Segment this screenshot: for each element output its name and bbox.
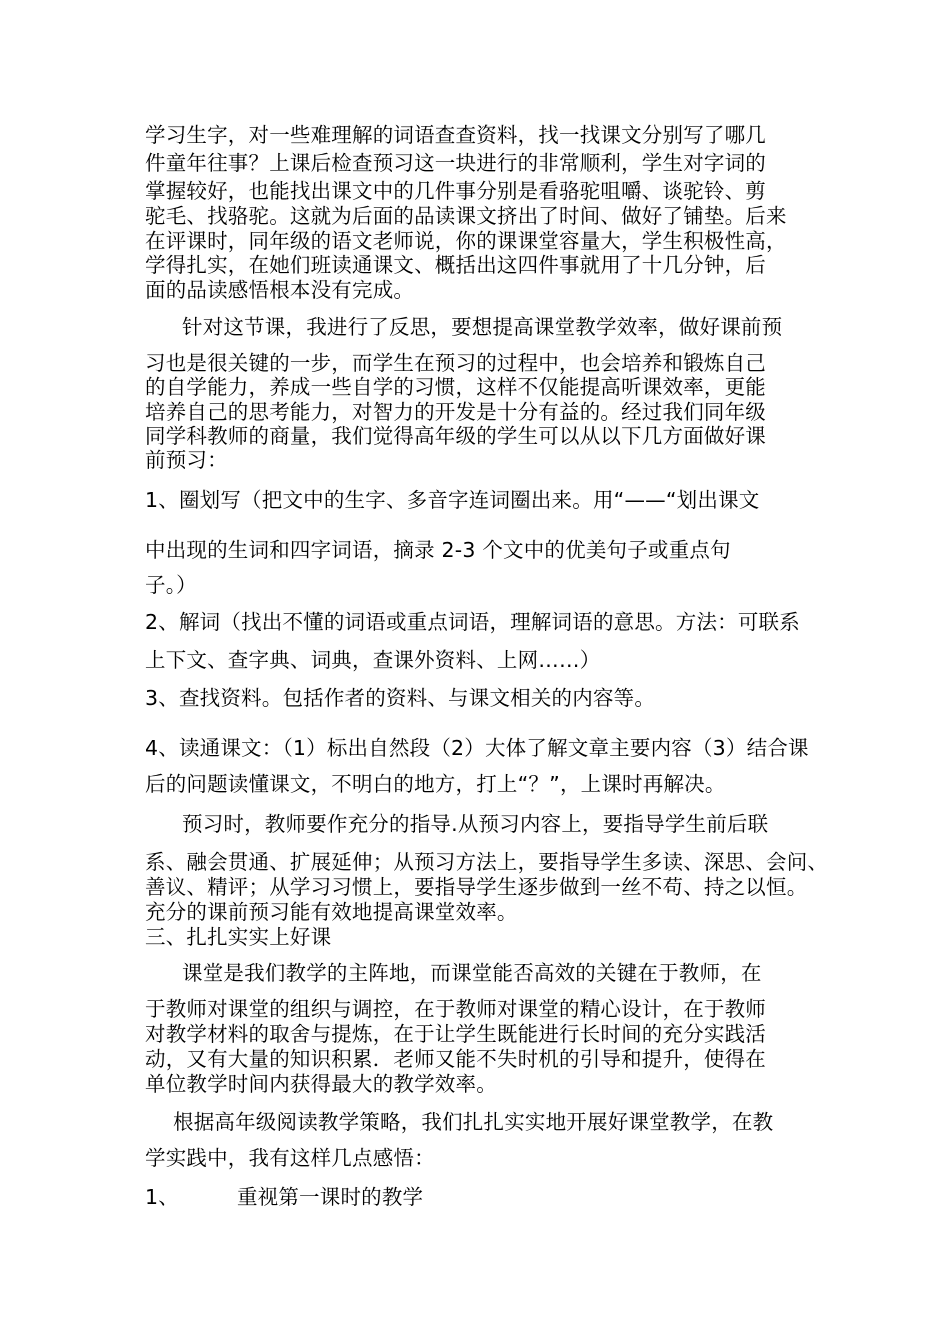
text-line: 根据高年级阅读教学策略，我们扎扎实实地开展好课堂教学，在教 bbox=[173, 1110, 774, 1134]
text-line: 习也是很关键的一步，而学生在预习的过程中，也会培养和锻炼自己 bbox=[145, 351, 766, 375]
text-line: 善议、精评；从学习习惯上，要指导学生逐步做到一丝不苟、持之以恒。 bbox=[145, 875, 808, 899]
sub-heading bbox=[145, 1184, 423, 1210]
text-line: 课堂是我们教学的主阵地，而课堂能否高效的关键在于教师，在 bbox=[182, 961, 762, 985]
text-line: 针对这节课，我进行了反思，要想提高课堂教学效率，做好课前预 bbox=[182, 315, 783, 339]
text-line: 面的品读感悟根本没有完成。 bbox=[145, 278, 415, 302]
text-line: 动，又有大量的知识积累．老师又能不失时机的引导和提升，使得在 bbox=[145, 1047, 766, 1071]
text-line: 充分的课前预习能有效地提高课堂效率。 bbox=[145, 900, 518, 924]
list-item: 上下文、查字典、词典，查课外资料、上网……） bbox=[145, 648, 601, 672]
text-line: 学习生字，对一些难理解的词语查查资料，找一找课文分别写了哪几 bbox=[145, 123, 766, 147]
text-line: 的自学能力，养成一些自学的习惯，这样不仅能提高听课效率，更能 bbox=[145, 375, 766, 399]
text-line: 预习时，教师要作充分的指导.从预习内容上，要指导学生前后联 bbox=[182, 812, 769, 836]
sub-heading-number: 1、 bbox=[145, 1185, 179, 1209]
list-item: 4、读通课文：（1）标出自然段（2）大体了解文章主要内容（3）结合课 bbox=[145, 736, 809, 760]
text-line: 对教学材料的取舍与提炼，在于让学生既能进行长时间的充分实践活 bbox=[145, 1022, 766, 1046]
text-line: 驼毛、找骆驼。这就为后面的品读课文挤出了时间、做好了铺垫。后来 bbox=[145, 204, 787, 228]
text-line: 件童年往事？上课后检查预习这一块进行的非常顺利，学生对字词的 bbox=[145, 151, 766, 175]
list-item: 后的问题读懂课文，不明白的地方，打上“？”，上课时再解决。 bbox=[145, 772, 726, 796]
text-line: 前预习： bbox=[145, 448, 228, 472]
list-item: 3、查找资料。包括作者的资料、与课文相关的内容等。 bbox=[145, 686, 656, 710]
text-line: 学实践中，我有这样几点感悟： bbox=[145, 1146, 435, 1170]
text-line: 同学科教师的商量，我们觉得高年级的学生可以从以下几方面做好课 bbox=[145, 424, 766, 448]
sub-heading-text: 重视第一课时的教学 bbox=[236, 1185, 424, 1209]
text-line: 系、融会贯通、扩展延伸；从预习方法上，要指导学生多读、深思、会问、 bbox=[145, 850, 829, 874]
text-line: 单位教学时间内获得最大的教学效率。 bbox=[145, 1072, 497, 1096]
text-line: 于教师对课堂的组织与调控，在于教师对课堂的精心设计，在于教师 bbox=[145, 997, 766, 1021]
text-line: 掌握较好，也能找出课文中的几件事分别是看骆驼咀嚼、谈驼铃、剪 bbox=[145, 179, 766, 203]
text-line: 在评课时，同年级的语文老师说，你的课课堂容量大，学生积极性高， bbox=[145, 229, 787, 253]
list-item: 2、解词（找出不懂的词语或重点词语，理解词语的意思。方法：可联系 bbox=[145, 610, 800, 634]
list-item: 中出现的生词和四字词语，摘录 2-3 个文中的优美句子或重点句 bbox=[145, 538, 731, 562]
section-heading: 三、扎扎实实上好课 bbox=[145, 925, 332, 949]
list-item: 子。） bbox=[145, 573, 197, 597]
text-line: 学得扎实，在她们班读通课文、概括出这四件事就用了十几分钟，后 bbox=[145, 253, 766, 277]
list-item: 1、圈划写（把文中的生字、多音字连词圈出来。用“——“划出课文 bbox=[145, 488, 760, 512]
text-line: 培养自己的思考能力，对智力的开发是十分有益的。经过我们同年级 bbox=[145, 400, 766, 424]
